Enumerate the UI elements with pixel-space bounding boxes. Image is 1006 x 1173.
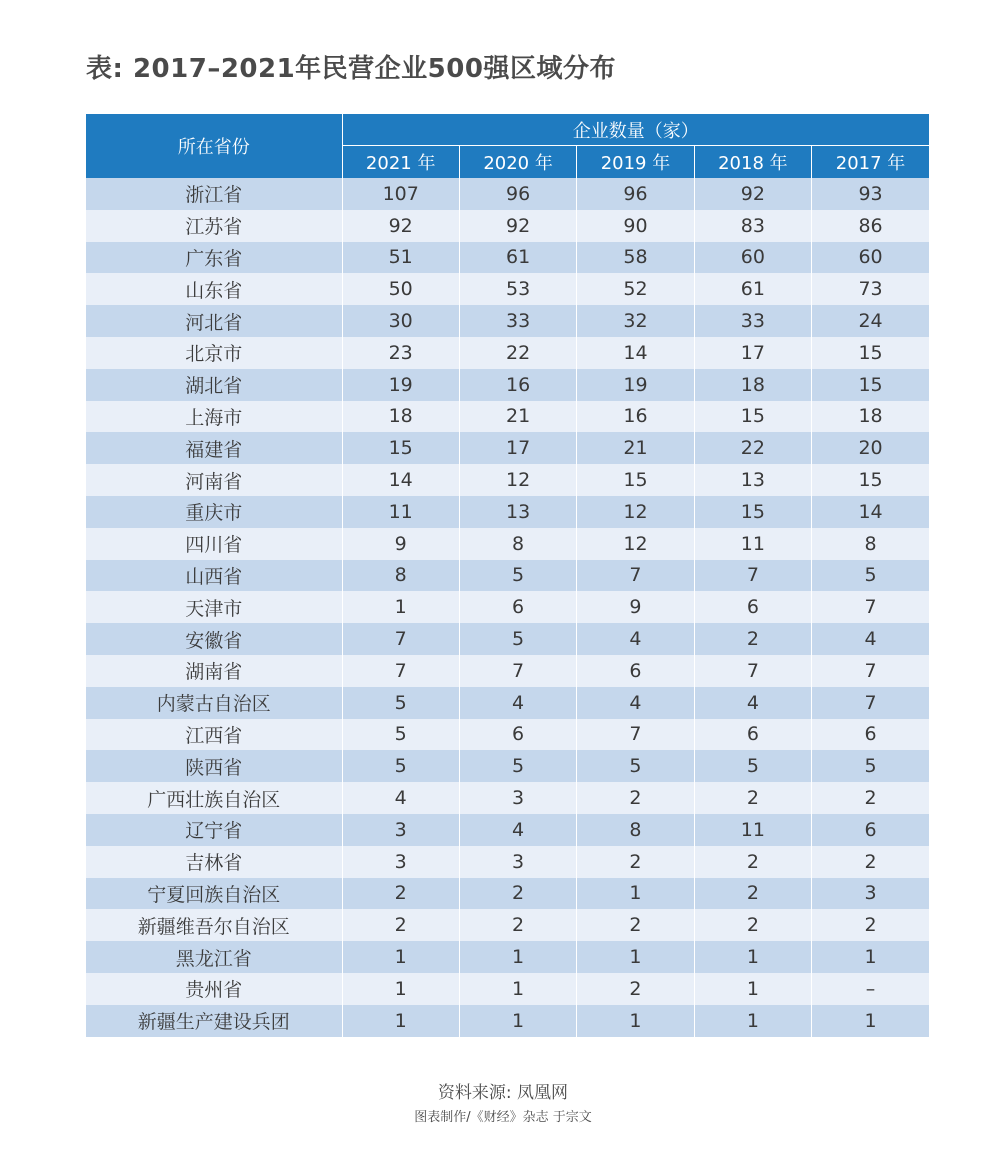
value-cell: 15	[812, 464, 929, 496]
province-cell: 河北省	[86, 305, 342, 337]
value-cell: 9	[342, 528, 459, 560]
value-cell: 60	[694, 242, 811, 274]
value-cell: 73	[812, 273, 929, 305]
year-column-header: 2018 年	[694, 146, 811, 179]
value-cell: 3	[342, 846, 459, 878]
value-cell: 5	[577, 750, 694, 782]
value-cell: 11	[694, 528, 811, 560]
value-cell: 2	[694, 909, 811, 941]
value-cell: 1	[342, 973, 459, 1005]
value-cell: 21	[459, 401, 576, 433]
value-cell: 12	[577, 496, 694, 528]
table-row	[86, 782, 929, 814]
enterprise-count-group-header: 企业数量（家）	[342, 114, 929, 146]
value-cell: 2	[694, 878, 811, 910]
value-cell: 1	[342, 1005, 459, 1037]
table-row	[86, 496, 929, 528]
table-row	[86, 210, 929, 242]
province-cell: 辽宁省	[86, 814, 342, 846]
value-cell: 12	[459, 464, 576, 496]
data-table	[86, 114, 929, 1037]
value-cell: 2	[812, 782, 929, 814]
value-cell: 5	[812, 560, 929, 592]
value-cell: 18	[342, 401, 459, 433]
value-cell: 15	[694, 496, 811, 528]
province-cell: 山西省	[86, 560, 342, 592]
value-cell: 21	[577, 432, 694, 464]
value-cell: 5	[342, 719, 459, 751]
value-cell: 1	[342, 591, 459, 623]
source-note: 资料来源: 凤凰网	[437, 1083, 569, 1103]
table-row	[86, 941, 929, 973]
province-cell: 福建省	[86, 432, 342, 464]
value-cell: 2	[577, 973, 694, 1005]
table-row	[86, 750, 929, 782]
year-column-header: 2020 年	[459, 146, 576, 179]
value-cell: 1	[812, 1005, 929, 1037]
province-cell: 山东省	[86, 273, 342, 305]
province-cell: 四川省	[86, 528, 342, 560]
value-cell: 4	[459, 687, 576, 719]
value-cell: 33	[459, 305, 576, 337]
value-cell: 58	[577, 242, 694, 274]
value-cell: 19	[577, 369, 694, 401]
province-cell: 内蒙古自治区	[86, 687, 342, 719]
value-cell: 4	[342, 782, 459, 814]
table-row	[86, 878, 929, 910]
value-cell: 50	[342, 273, 459, 305]
province-cell: 贵州省	[86, 973, 342, 1005]
value-cell: 15	[812, 369, 929, 401]
value-cell: 14	[342, 464, 459, 496]
value-cell: 1	[577, 878, 694, 910]
value-cell: 1	[342, 941, 459, 973]
value-cell: 1	[812, 941, 929, 973]
value-cell: 2	[812, 846, 929, 878]
value-cell: 6	[694, 591, 811, 623]
province-cell: 宁夏回族自治区	[86, 878, 342, 910]
value-cell: 13	[694, 464, 811, 496]
table-row	[86, 242, 929, 274]
table-row	[86, 687, 929, 719]
province-cell: 重庆市	[86, 496, 342, 528]
province-cell: 吉林省	[86, 846, 342, 878]
table-row	[86, 973, 929, 1005]
province-cell: 湖南省	[86, 655, 342, 687]
table-row	[86, 846, 929, 878]
province-cell: 江西省	[86, 719, 342, 751]
value-cell: 11	[342, 496, 459, 528]
credit-note: 图表制作/《财经》杂志 于宗文	[414, 1110, 592, 1125]
province-cell: 广西壮族自治区	[86, 782, 342, 814]
value-cell: 23	[342, 337, 459, 369]
province-cell: 北京市	[86, 337, 342, 369]
value-cell: 3	[342, 814, 459, 846]
table-row	[86, 814, 929, 846]
province-cell: 陕西省	[86, 750, 342, 782]
value-cell: 33	[694, 305, 811, 337]
value-cell: 8	[812, 528, 929, 560]
value-cell: 15	[694, 401, 811, 433]
value-cell: 2	[577, 782, 694, 814]
value-cell: 5	[459, 560, 576, 592]
table-row	[86, 432, 929, 464]
value-cell: 52	[577, 273, 694, 305]
value-cell: 6	[694, 719, 811, 751]
year-column-header: 2021 年	[342, 146, 459, 179]
value-cell: –	[812, 973, 929, 1005]
table-body	[86, 178, 929, 1037]
value-cell: 15	[342, 432, 459, 464]
value-cell: 51	[342, 242, 459, 274]
province-column-header: 所在省份	[86, 114, 342, 178]
value-cell: 1	[459, 941, 576, 973]
value-cell: 14	[812, 496, 929, 528]
value-cell: 86	[812, 210, 929, 242]
value-cell: 18	[812, 401, 929, 433]
value-cell: 20	[812, 432, 929, 464]
value-cell: 92	[342, 210, 459, 242]
table-row	[86, 591, 929, 623]
value-cell: 90	[577, 210, 694, 242]
value-cell: 24	[812, 305, 929, 337]
value-cell: 1	[694, 973, 811, 1005]
value-cell: 8	[577, 814, 694, 846]
value-cell: 83	[694, 210, 811, 242]
value-cell: 6	[812, 814, 929, 846]
table-row	[86, 1005, 929, 1037]
value-cell: 61	[459, 242, 576, 274]
value-cell: 30	[342, 305, 459, 337]
value-cell: 7	[694, 655, 811, 687]
value-cell: 13	[459, 496, 576, 528]
value-cell: 2	[459, 878, 576, 910]
value-cell: 60	[812, 242, 929, 274]
table-row	[86, 909, 929, 941]
value-cell: 96	[577, 178, 694, 210]
table-row	[86, 464, 929, 496]
table-row	[86, 528, 929, 560]
value-cell: 11	[694, 814, 811, 846]
value-cell: 2	[694, 846, 811, 878]
value-cell: 2	[694, 782, 811, 814]
value-cell: 5	[812, 750, 929, 782]
value-cell: 8	[342, 560, 459, 592]
value-cell: 15	[812, 337, 929, 369]
value-cell: 1	[459, 1005, 576, 1037]
value-cell: 7	[342, 655, 459, 687]
province-cell: 江苏省	[86, 210, 342, 242]
value-cell: 92	[459, 210, 576, 242]
province-cell: 湖北省	[86, 369, 342, 401]
page-title: 表: 2017–2021年民营企业500强区域分布	[86, 54, 616, 84]
value-cell: 3	[459, 846, 576, 878]
value-cell: 16	[577, 401, 694, 433]
value-cell: 1	[694, 1005, 811, 1037]
value-cell: 18	[694, 369, 811, 401]
value-cell: 32	[577, 305, 694, 337]
province-cell: 新疆维吾尔自治区	[86, 909, 342, 941]
value-cell: 9	[577, 591, 694, 623]
value-cell: 7	[342, 623, 459, 655]
table-row	[86, 273, 929, 305]
year-column-header: 2017 年	[812, 146, 929, 179]
value-cell: 5	[342, 750, 459, 782]
value-cell: 17	[694, 337, 811, 369]
table-row	[86, 337, 929, 369]
value-cell: 15	[577, 464, 694, 496]
value-cell: 4	[577, 623, 694, 655]
value-cell: 6	[459, 591, 576, 623]
table-row	[86, 719, 929, 751]
value-cell: 6	[577, 655, 694, 687]
value-cell: 7	[459, 655, 576, 687]
table-row	[86, 305, 929, 337]
table-row	[86, 623, 929, 655]
value-cell: 7	[812, 687, 929, 719]
value-cell: 3	[812, 878, 929, 910]
value-cell: 2	[342, 878, 459, 910]
value-cell: 2	[812, 909, 929, 941]
value-cell: 22	[694, 432, 811, 464]
value-cell: 4	[694, 687, 811, 719]
value-cell: 61	[694, 273, 811, 305]
value-cell: 3	[459, 782, 576, 814]
value-cell: 1	[577, 941, 694, 973]
table-row	[86, 655, 929, 687]
value-cell: 7	[577, 719, 694, 751]
table-row	[86, 369, 929, 401]
value-cell: 4	[812, 623, 929, 655]
value-cell: 4	[577, 687, 694, 719]
value-cell: 2	[577, 909, 694, 941]
province-cell: 新疆生产建设兵团	[86, 1005, 342, 1037]
value-cell: 2	[342, 909, 459, 941]
table-row	[86, 401, 929, 433]
value-cell: 16	[459, 369, 576, 401]
value-cell: 7	[812, 591, 929, 623]
value-cell: 5	[694, 750, 811, 782]
value-cell: 2	[459, 909, 576, 941]
value-cell: 7	[812, 655, 929, 687]
value-cell: 107	[342, 178, 459, 210]
value-cell: 5	[342, 687, 459, 719]
value-cell: 4	[459, 814, 576, 846]
value-cell: 6	[459, 719, 576, 751]
value-cell: 19	[342, 369, 459, 401]
province-cell: 黑龙江省	[86, 941, 342, 973]
value-cell: 2	[694, 623, 811, 655]
value-cell: 1	[459, 973, 576, 1005]
province-cell: 广东省	[86, 242, 342, 274]
value-cell: 6	[812, 719, 929, 751]
value-cell: 12	[577, 528, 694, 560]
table-row	[86, 178, 929, 210]
value-cell: 92	[694, 178, 811, 210]
province-cell: 安徽省	[86, 623, 342, 655]
value-cell: 7	[577, 560, 694, 592]
value-cell: 2	[577, 846, 694, 878]
value-cell: 8	[459, 528, 576, 560]
value-cell: 17	[459, 432, 576, 464]
value-cell: 14	[577, 337, 694, 369]
value-cell: 1	[577, 1005, 694, 1037]
province-cell: 上海市	[86, 401, 342, 433]
province-cell: 河南省	[86, 464, 342, 496]
value-cell: 96	[459, 178, 576, 210]
value-cell: 5	[459, 623, 576, 655]
year-column-header: 2019 年	[577, 146, 694, 179]
province-cell: 浙江省	[86, 178, 342, 210]
value-cell: 1	[694, 941, 811, 973]
table-row	[86, 560, 929, 592]
value-cell: 22	[459, 337, 576, 369]
value-cell: 53	[459, 273, 576, 305]
province-cell: 天津市	[86, 591, 342, 623]
value-cell: 93	[812, 178, 929, 210]
value-cell: 7	[694, 560, 811, 592]
value-cell: 5	[459, 750, 576, 782]
